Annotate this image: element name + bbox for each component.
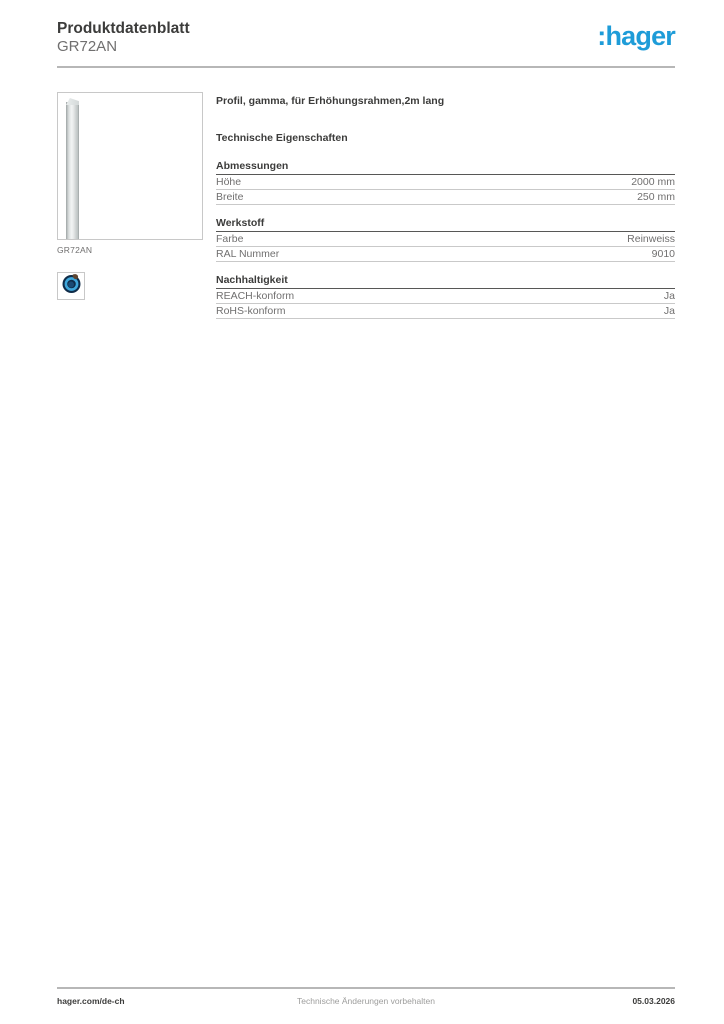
spec-rows [216,289,675,319]
profile-drawing [66,102,79,240]
spec-section [216,274,675,319]
product-description: Profil, gamma, für Erhöhungsrahmen,2m lang [216,95,445,107]
spec-rows [216,232,675,262]
spec-section [216,217,675,262]
product-image [57,92,203,240]
spec-value: Reinweiss [627,233,675,245]
footer-date: 05.03.2026 [632,996,675,1006]
spec-value: Ja [663,305,675,317]
spec-sections [216,160,675,319]
spec-section [216,160,675,205]
footer [57,987,675,1006]
product-reference: GR72AN [57,38,118,55]
spec-rows [216,175,675,205]
spec-section-heading: Werkstoff [216,217,675,232]
spec-value: 9010 [651,248,675,260]
footer-site-link[interactable]: hager.com/de-ch [57,996,125,1006]
spec-label: RoHS-konform [216,305,286,317]
spec-section-heading: Abmessungen [216,160,675,175]
feature-icon-frame [57,272,85,300]
spec-label: Höhe [216,176,242,188]
technical-properties-heading: Technische Eigenschaften [216,132,348,144]
hager-logo: :hager [597,21,675,51]
spec-value: 250 mm [637,191,675,203]
product-details-column [216,92,675,331]
spec-section-heading: Nachhaltigkeit [216,274,675,289]
page-title: Produktdatenblatt [57,20,190,37]
spec-row [216,232,675,247]
eco-globe-icon [61,273,82,299]
spec-value: 2000 mm [631,176,675,188]
spec-row [216,247,675,262]
spec-row [216,304,675,319]
spec-row [216,175,675,190]
spec-row [216,190,675,205]
spec-label: Farbe [216,233,244,245]
spec-label: RAL Nummer [216,248,280,260]
spec-row [216,289,675,304]
footer-notice: Technische Änderungen vorbehalten [297,996,435,1006]
header [57,20,675,56]
spec-value: Ja [663,290,675,302]
spec-label: Breite [216,191,244,203]
spec-label: REACH-konform [216,290,295,302]
product-media-column [57,92,203,300]
product-image-caption: GR72AN [57,245,93,255]
header-divider [57,66,675,68]
